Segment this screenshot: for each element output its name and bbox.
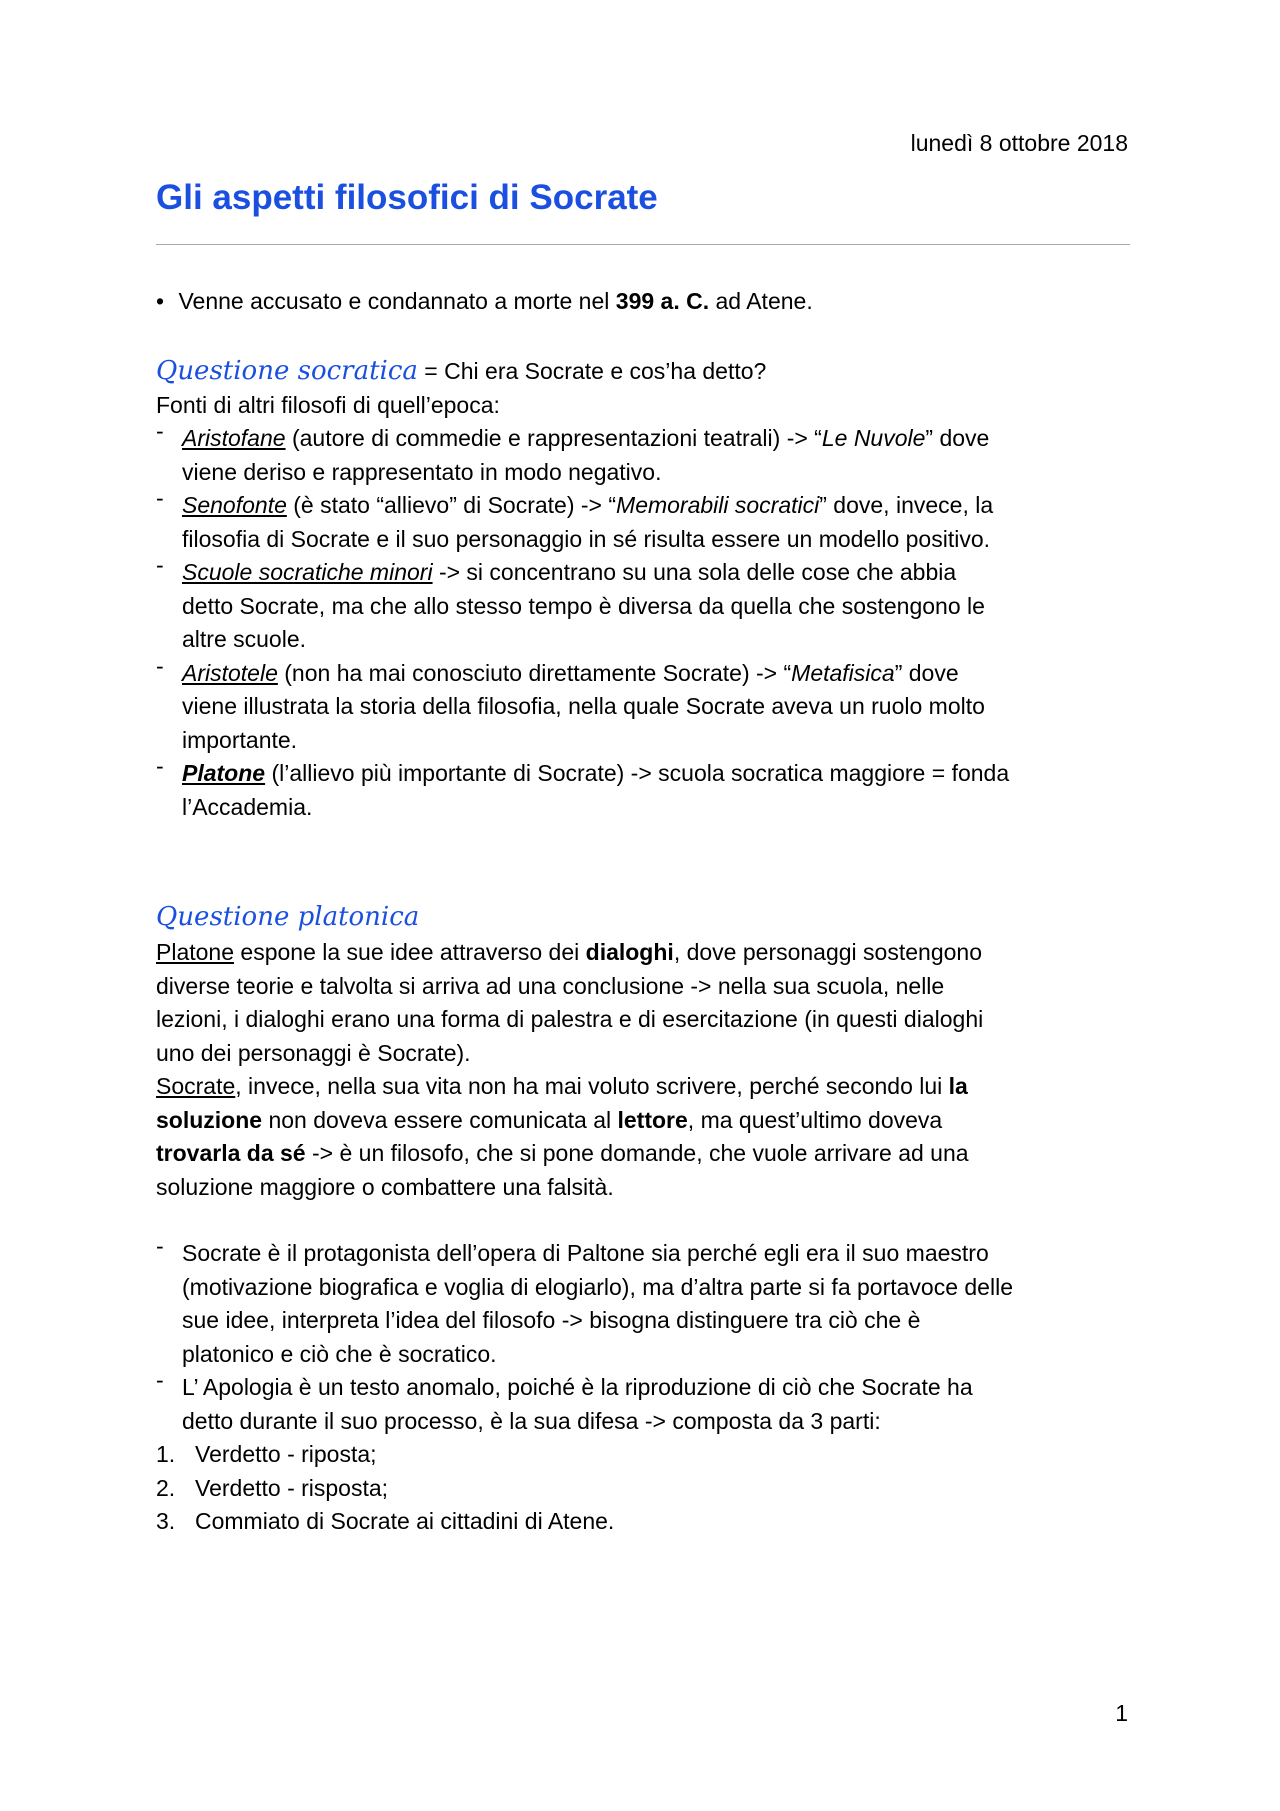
philosopher-name: Senofonte [182,492,287,518]
list-item-text: (l’allievo più importante di Socrate) -> scuola socratica maggiore = fonda [265,760,1010,786]
list-item-text: ” dove [925,425,990,451]
numbered-item-text: Commiato di Socrate ai cittadini di Atene. [195,1508,615,1534]
platonica-paragraph-1 [156,936,1136,1070]
list-item-line [182,556,1136,590]
paragraph-line [156,1104,1136,1138]
dash-marker: - [156,485,164,511]
work-title: Memorabili socratici [616,492,820,518]
paragraph-line [156,1137,1136,1171]
dash-marker: - [156,418,164,444]
socratica-intro: Fonti di altri filosofi di quell’epoca: [156,391,500,418]
list-item-line: viene illustrata la storia della filosofia, nella quale Socrate aveva un ruolo molto [182,693,985,719]
work-title: Le Nuvole [821,425,926,451]
paragraph-line: uno dei personaggi è Socrate). [156,1039,471,1066]
socrate-link-text: Socrate [156,1073,236,1099]
list-item-text: -> si concentrano su una sola delle cose che abbia [432,559,957,585]
numbered-item-text: Verdetto - riposta; [195,1441,377,1467]
bold-term: dialoghi [585,939,674,965]
dash-marker: - [156,552,164,578]
list-item-line [182,422,1136,456]
list-item-line: importante. [182,726,298,753]
paragraph-text: -> è un filosofo, che si pone domande, che vuole arrivare ad una [305,1140,969,1166]
list-item-line: filosofia di Socrate e il suo personaggio in sé risulta essere un modello positivo. [182,525,990,552]
platonica-paragraph-2 [156,1070,1136,1204]
list-item-line: Socrate è il protagonista dell’opera di Paltone sia perché egli era il suo maestro [182,1240,989,1266]
intro-bullet-line [156,285,1136,319]
socratica-section [156,355,1136,824]
list-item-line: detto Socrate, ma che allo stesso tempo è diversa da quella che sostengono le [182,592,985,619]
list-item [156,418,1136,489]
list-item-text: (autore di commedie e rappresentazioni teatrali) -> “ [285,425,822,451]
philosopher-name: Aristofane [182,425,286,451]
list-item-text: ” dove, invece, la [819,492,994,518]
title-divider [156,244,1130,245]
platonica-heading: Questione platonica [156,902,420,932]
list-item-text: (è stato “allievo” di Socrate) -> “ [286,492,617,518]
list-item-line: l’Accademia. [182,793,313,820]
paragraph-text: espone la sue idee attraverso dei [234,939,586,965]
list-item-line [182,757,1136,791]
bold-term: soluzione [156,1106,263,1133]
dash-marker: - [156,1233,164,1259]
list-item [156,753,1136,824]
document-title: Gli aspetti filosofici di Socrate [156,178,658,217]
numbered-item [156,1472,1136,1506]
paragraph-text: , ma quest’ultimo doveva [687,1106,943,1133]
intro-text-a: Venne accusato e condannato a morte nel [178,288,616,314]
dash-marker: - [156,1367,164,1393]
document-date: lunedì 8 ottobre 2018 [910,130,1128,156]
socratica-heading-rest: = Chi era Socrate e cos’ha detto? [417,358,767,384]
bold-term: la [948,1073,968,1099]
paragraph-line: soluzione maggiore o combattere una falsità. [156,1173,614,1200]
numbered-item [156,1438,1136,1472]
item-number: 3. [156,1508,176,1534]
list-item-line: altre scuole. [182,626,307,652]
list-item [156,552,1136,657]
socratica-heading: Questione socratica [156,356,418,386]
list-item-line: sue idee, interpreta l’idea del filosofo -> bisogna distinguere tra ciò che è [182,1307,921,1333]
philosopher-name: Scuole socratiche minori [182,559,433,585]
paragraph-text: , invece, nella sua vita non ha mai voluto scrivere, perché secondo lui [235,1073,949,1099]
list-item-line: detto durante il suo processo, è la sua difesa -> composta da 3 parti: [182,1407,881,1434]
dash-marker: - [156,753,164,779]
list-item-line: platonico e ciò che è socratico. [182,1340,497,1367]
socratica-heading-line [156,355,1136,389]
list-item-line: (motivazione biografica e voglia di elogiarlo), ma d’altra parte si fa portavoce delle [182,1273,1013,1300]
intro-section [156,285,1136,319]
list-item-line: viene deriso e rappresentato in modo negativo. [182,458,662,485]
paragraph-line [156,1070,1136,1104]
list-item-line: L’ Apologia è un testo anomalo, poiché è la riproduzione di ciò che Socrate ha [182,1374,973,1400]
bold-term: lettore [617,1106,688,1133]
numbered-item [156,1505,1136,1539]
paragraph-line: diverse teorie e talvolta si arriva ad una conclusione -> nella sua scuola, nelle [156,972,945,999]
paragraph-text: , dove personaggi sostengono [673,939,982,965]
item-number: 2. [156,1474,176,1501]
item-number: 1. [156,1441,176,1467]
philosopher-name: Platone [182,760,266,786]
page-number: 1 [1115,1700,1128,1726]
paragraph-spacer [156,1204,1136,1237]
platonica-section [156,898,1136,1539]
list-item-text: ” dove [894,659,959,686]
dash-marker: - [156,652,164,679]
numbered-item-text: Verdetto - risposta; [195,1474,389,1501]
list-item [156,652,1136,758]
paragraph-line [156,936,1136,970]
list-item-text: (non ha mai conosciuto direttamente Socrate) -> “ [277,659,792,686]
paragraph-line: lezioni, i dialoghi erano una forma di palestra e di esercitazione (in questi dialoghi [156,1006,984,1032]
platone-link-text: Platone [156,939,235,965]
list-item [156,1367,1136,1438]
intro-date-bold: 399 a. C. [615,288,710,314]
list-item-line [182,489,1136,523]
intro-text-c: ad Atene. [709,288,813,314]
list-item [156,1233,1136,1371]
list-item [156,485,1136,556]
bold-term: trovarla da sé [156,1140,306,1166]
paragraph-text: non doveva essere comunicata al [262,1106,618,1133]
philosopher-name: Aristotele [182,659,278,686]
bullet-marker: • [156,288,165,314]
list-item-line [182,657,1136,691]
work-title: Metafisica [791,659,895,686]
